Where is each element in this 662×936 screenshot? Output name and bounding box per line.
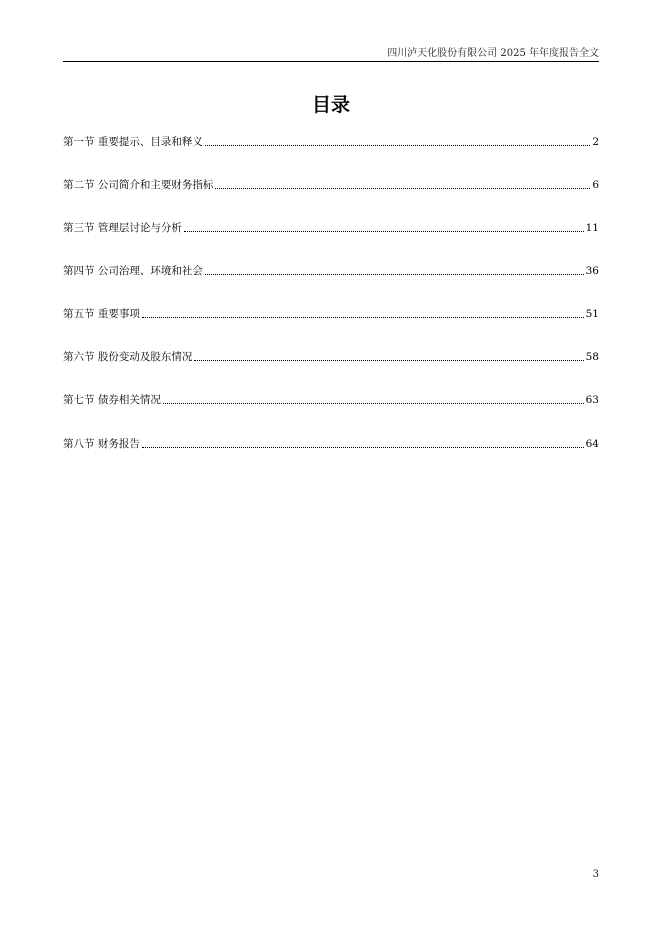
toc-dot-leader [215, 188, 590, 189]
toc-dot-leader [184, 231, 584, 232]
toc-dot-leader [205, 274, 584, 275]
toc-entry-page: 11 [585, 222, 599, 234]
toc-entry-3[interactable] [63, 220, 599, 236]
page-number: 3 [592, 869, 599, 880]
toc-dot-leader [194, 360, 583, 361]
toc-entry-label: 第七节 债券相关情况 [63, 394, 161, 406]
header-divider [63, 61, 599, 62]
toc-dot-leader [205, 145, 590, 146]
page-title: 目录 [311, 94, 350, 116]
toc-entry-page: 6 [592, 179, 599, 191]
toc-dot-leader [163, 403, 584, 404]
toc-entry-page: 63 [585, 394, 599, 406]
toc-entry-5[interactable] [63, 306, 599, 322]
toc-entry-page: 64 [585, 438, 599, 450]
toc-entry-label: 第二节 公司简介和主要财务指标 [63, 179, 214, 191]
toc-entry-label: 第一节 重要提示、目录和释义 [63, 136, 203, 148]
toc-entry-6[interactable] [63, 349, 599, 365]
toc-entry-page: 58 [585, 351, 599, 363]
running-header: 四川泸天化股份有限公司 2025 年年度报告全文 [387, 48, 599, 59]
toc-entry-label: 第八节 财务报告 [63, 438, 140, 450]
toc-entry-label: 第四节 公司治理、环境和社会 [63, 265, 203, 277]
toc-entry-page: 2 [592, 136, 599, 148]
toc-entry-label: 第六节 股份变动及股东情况 [63, 351, 193, 363]
toc-entry-2[interactable] [63, 177, 599, 193]
toc-entry-8[interactable] [63, 436, 599, 452]
toc-entry-label: 第五节 重要事项 [63, 308, 140, 320]
toc-entry-4[interactable] [63, 263, 599, 279]
toc-entry-page: 36 [585, 265, 599, 277]
toc-entry-page: 51 [585, 308, 599, 320]
toc-entry-label: 第三节 管理层讨论与分析 [63, 222, 182, 234]
toc-entry-7[interactable] [63, 392, 599, 408]
toc-dot-leader [142, 447, 584, 448]
toc-dot-leader [142, 317, 584, 318]
toc-entry-1[interactable] [63, 134, 599, 150]
